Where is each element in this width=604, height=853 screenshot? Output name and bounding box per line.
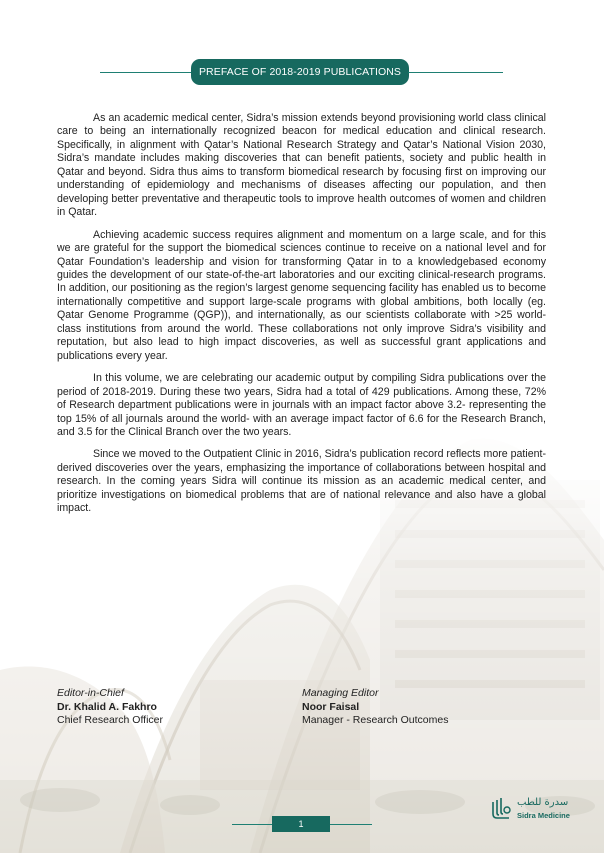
signature-editor-in-chief [57, 687, 163, 728]
signature-name: Noor Faisal [302, 700, 360, 713]
signature-title: Chief Research Officer [57, 714, 164, 726]
signature-name: Dr. Khalid A. Fakhro [57, 700, 157, 713]
signature-managing-editor [302, 687, 448, 728]
page-number: 1 [272, 816, 330, 832]
paragraph: In this volume, we are celebrating our academic output by compiling Sidra publications over the period of 2018-2019. During these two years, Sidra had a total of 429 publications. Among these, 72% of Research department publications were in journals with an impact factor above 3.2- representing the top 15% of all journals around the world- with an average impact factor of 6.6 for the Research Branch, and 3.5 for the Clinical Branch over the two years. [57, 372, 546, 438]
signature-title: Manager - Research Outcomes [302, 714, 449, 726]
signature-role: Editor-in-Chief [57, 687, 124, 699]
footer-rule-left [232, 824, 274, 825]
header-rule-left [100, 72, 192, 73]
sidra-logo [489, 796, 581, 824]
header-rule-right [408, 72, 503, 73]
page-title: PREFACE OF 2018-2019 PUBLICATIONS [191, 59, 409, 85]
paragraph: Since we moved to the Outpatient Clinic in 2016, Sidra’s publication record reflects more patient-derived discoveries over the years, emphasizing the importance of collaborations between hospital and research. In the coming years Sidra will continue its mission as an academic medical center, and prioritize investigations on biomedical problems that are of national relevance and also have a global impact. [57, 448, 546, 515]
paragraph: As an academic medical center, Sidra’s mission extends beyond provisioning world class clinical care to being an internationally recognized beacon for medical education and clinical research. Specifically, in alignment with Qatar’s National Research Strategy and Qatar’s National Vision 2030, Sidra’s mandate includes making discoveries that can benefit patients, society and public health in Qatar and beyond. Sidra thus aims to transform biomedical research by focusing first on improving our understanding of epidemiology and mechanisms of diseases affecting our population, and then developing better preventative and therapeutic tools to improve health outcomes of women and children in Qatar. [57, 112, 546, 219]
preface-body [57, 112, 546, 525]
paragraph: Achieving academic success requires alignment and momentum on a large scale, and for this we are grateful for the support the biomedical sciences continue to receive on a national level and for Qatar Foundation’s leadership and vision for transforming Qatar in to a knowledgebased economy guides the development of our state-of-the-art laboratories and our exciting clinical-research programs. In addition, our positioning as the region’s largest genome sequencing facility has enabled us to become internationally competitive and support large-scale programs with global ambitions, both locally (eg. Qatar Genome Programme (QGP)), and internationally, as our scientists collaborate with >25 world-class institutions from around the world. These collaborations not only improve Sidra’s visibility and reputation, but also lead to high impact discoveries, as well as successful grant applications and publications every year. [57, 228, 546, 362]
logo-english-text: Sidra Medicine [517, 811, 570, 820]
sidra-logo-icon [489, 796, 515, 822]
logo-arabic-text: سدرة للطب [517, 797, 569, 808]
footer-rule-right [330, 824, 372, 825]
signature-role: Managing Editor [302, 687, 379, 699]
